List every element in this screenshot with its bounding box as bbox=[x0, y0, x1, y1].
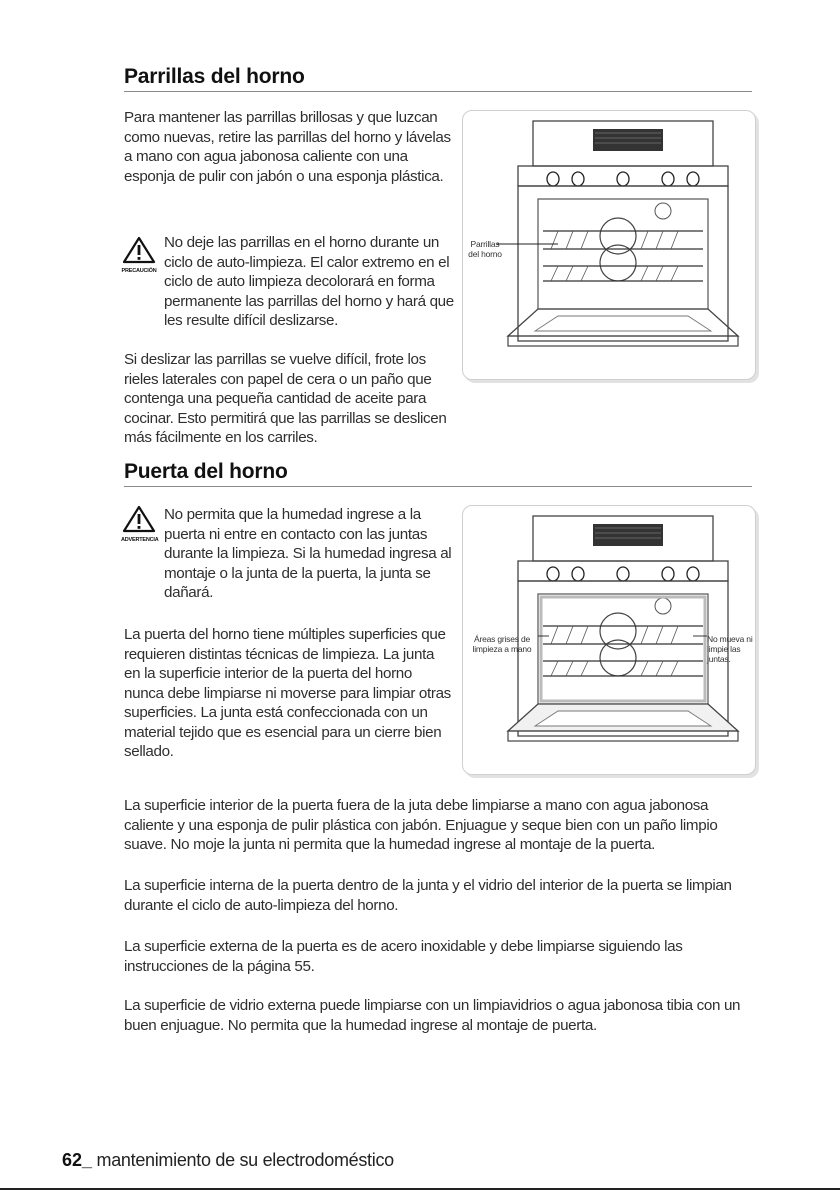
heading-rule bbox=[124, 91, 752, 92]
racks-callout: Parrillas del horno bbox=[468, 239, 502, 259]
paragraph: La superficie de vidrio externa puede limpiarse con un limpiavidrios o agua jabonosa tibia con un buen enjuague. No permita que la humedad ingrese al montaje de puerta. bbox=[124, 997, 741, 1034]
page-footer bbox=[62, 1150, 394, 1171]
bottom-border bbox=[0, 1188, 840, 1190]
paragraph: La superficie interior de la puerta fuera de la juta debe limpiarse a mano con agua jabonosa caliente y una esponja de pulir plástica con jabón. Enjuague y seque bien con un paño limpio suave. No moje la junta ni permita que la humedad ingrese al montaje de la puerta. bbox=[124, 797, 718, 853]
caution-label: PRECAUCIÓN bbox=[121, 268, 157, 274]
oven-racks-figure bbox=[462, 110, 756, 380]
warning-text: No permita que la humedad ingrese a la puerta ni entre en contacto con las juntas durante la limpieza. Si la humedad ingresa al montaje o la junta de la puerta, la junta se dañará. bbox=[164, 506, 452, 601]
caution-text: No deje las parrillas en el horno durante un ciclo de auto-limpieza. El calor extremo en el ciclo de auto limpieza decolorará en forma permanente las parrillas del horno y hará que les resulte difícil deslizarse. bbox=[164, 234, 454, 329]
heading-rule bbox=[124, 486, 752, 487]
paragraph: La superficie externa de la puerta es de acero inoxidable y debe limpiarse siguiendo las instrucciones de la página 55. bbox=[124, 938, 683, 975]
section-heading-door: Puerta del horno bbox=[124, 460, 288, 483]
page-number: 62_ bbox=[62, 1150, 93, 1170]
section-heading-racks: Parrillas del horno bbox=[124, 65, 305, 88]
paragraph: Si deslizar las parrillas se vuelve difícil, frote los rieles laterales con papel de cera o un paño que contenga una pequeña cantidad de aceite para cocinar. Esto permitirá que las parrillas se deslicen más fácilmente en los carriles. bbox=[124, 351, 447, 446]
warning-icon bbox=[121, 505, 157, 541]
gray-areas-callout: Áreas grises de limpieza a mano bbox=[472, 634, 532, 654]
paragraph: La superficie interna de la puerta dentro de la junta y el vidrio del interior de la puerta se limpian durante el ciclo de auto-limpieza del horno. bbox=[124, 877, 732, 914]
paragraph: La puerta del horno tiene múltiples superficies que requieren distintas técnicas de limpieza. La junta en la superficie interior de la puerta del horno nunca debe limpiarse ni moverse para limpiar otras superficies. La junta está confeccionada con un material tejido que es esencial para un cierre bien sellado. bbox=[124, 626, 451, 760]
caution-icon bbox=[121, 236, 157, 272]
gasket-callout: No mueva ni limpie las juntas. bbox=[707, 634, 753, 664]
oven-door-figure bbox=[462, 505, 756, 775]
warning-label: ADVERTENCIA bbox=[121, 537, 159, 543]
footer-text: mantenimiento de su electrodoméstico bbox=[96, 1150, 394, 1170]
paragraph: Para mantener las parrillas brillosas y que luzcan como nuevas, retire las parrillas del horno y lávelas a mano con agua jabonosa caliente con una esponja de pulir con jabón o una esponja plástica. bbox=[124, 109, 451, 185]
